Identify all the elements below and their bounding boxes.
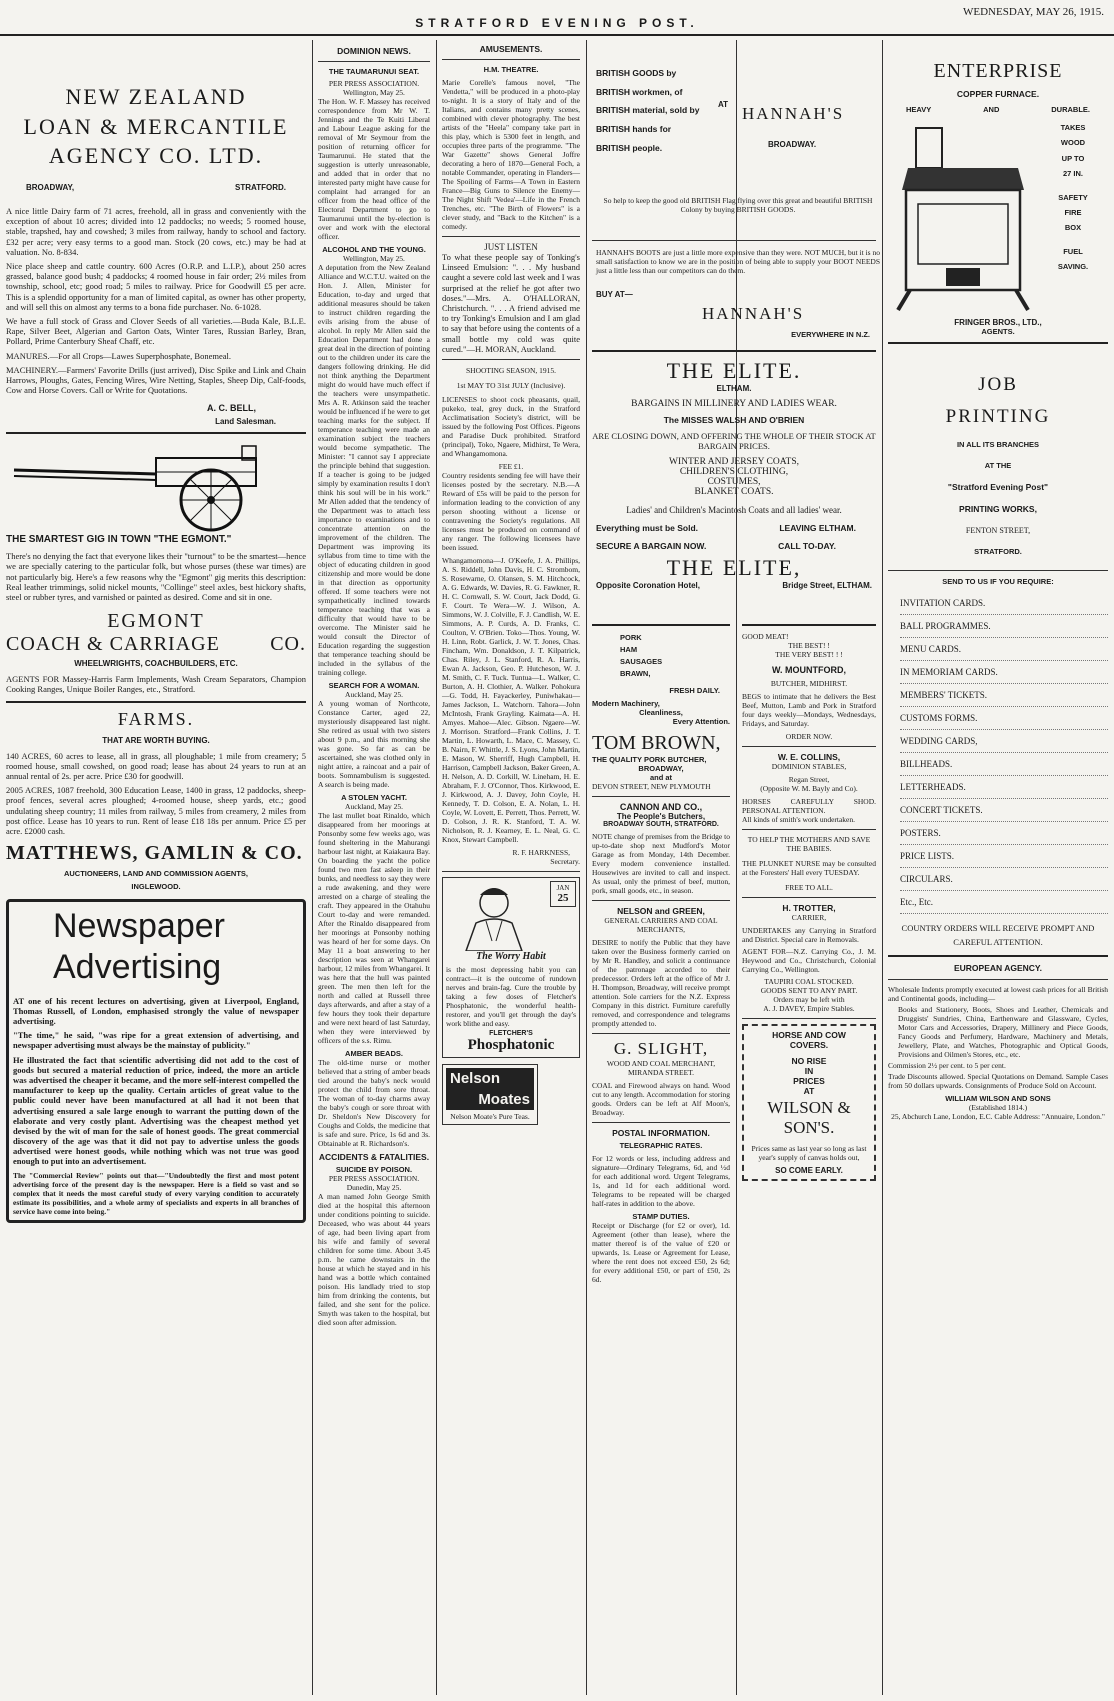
job-printing-ad: [888, 374, 1108, 949]
column-3: [436, 40, 586, 1695]
stamp-title: STAMP DUTIES.: [632, 1212, 690, 1221]
wilson-body: Prices same as last year so long as last year's supply of canvas holds out,: [751, 1144, 867, 1162]
elite-call: CALL TO-DAY.: [778, 541, 836, 551]
nz-loan-title-3: AGENCY CO. LTD.: [48, 143, 264, 169]
job-paper: "Stratford Evening Post": [947, 482, 1049, 492]
hannahs-boots: HANNAH'S BOOTS are just a little more expensive than they were. NOT MUCH, but it is no small satisfaction to know we are in the position of being able to supply your BOOT NEEDS just a little less than our competitors can do them.: [596, 248, 880, 275]
job-item-14: Etc., Etc.: [900, 891, 1108, 914]
elite-ad: [592, 358, 876, 590]
worry-habit-ad: [442, 877, 580, 1058]
nelson-line: Nelson Moate's Pure Teas.: [450, 1111, 530, 1121]
mountford-body: BEGS to intimate that he delivers the Best Beef, Mutton, Lamb and Pork in Stratford four days weekly—Mondays, Wednesdays, Fridays, and Saturday.: [742, 692, 876, 728]
trotter-ad: [742, 903, 876, 1013]
job-send: SEND TO US IF YOU REQUIRE:: [942, 577, 1054, 586]
newspaper-advertising-ad: [6, 899, 306, 1223]
shoot-fee-body: Country residents sending fee will have their licenses posted by the secretary. N.B.—A Reward of £5s will be paid to the person for information leading to the conviction of any person shooting without a license or contravening the Society's regulations. All licenses must be produced on command of any ranger. The following licensees have been issued.: [442, 470, 580, 552]
nz-loan-ad: [6, 44, 306, 426]
hannahs-left-4: BRITISH hands for: [596, 124, 672, 135]
trotter-davey: A. J. DAVEY, Empire Stables.: [763, 1004, 855, 1013]
elite-loc: ELTHAM.: [716, 384, 752, 393]
shoot-licensees: Whangamomona—J. O'Keefe, J. A. Phillips, A. S. Riddell, John Davis, H. C. Strombom, S. Rosewarne, O. Olansen, S. M. Hitchcock, A. G. Edwards, W. Davies, R. G. Fawkner, R. H. C. Cornwall, S. W. Court, Jack Dodd, G. F. Court. Te Wera—W. J. Wilson, A. Simmons, W. J. Colville, F. J. Candlish, W. E. Simmons, A. P. Curds, A. D. Franks, C. Coulton, V. O'Brien. Toko—Thos. Young, W. H. Linn, Robt. Garlick, J. W. T. Jones, Chas. Fincham, Wm. Donaldson, J. T. Kilpatrick, Chas. Riley, J. L. Stanford, R. A. Harris, Ewan A. Jackson, Geo. P. Hutcheson, W. J. M. Smith, C. F. Tuck. Tuntua—L. Walker, C. Burton, A. H. Clothier, A. Walker. Pohokura—G. Todd, H. Fayackerley, Puniwhakau—James Jackson, L. Watchorn. Tahora—John McIntosh, Frank Grayling. Kaimata—A. H. Amyes. Mahoe—Alec. Gibson. Ngaere—W. J. Morrison. Stratford—Frank Collins, J. T. Martin, L. Howarth, L. Mace, C. Massey, C. B. Nairn, F. Whittle, J. S. Lyons, John Martin, E. Mason, W. Sherriff, Hugh Campbell, H. Harrison, Campbell Jackson, Baker Green, A. H. Nelson, A. D. Corkill, W. Lineham, H. E. Abraham, F. J. O'Connor, Thos. Kirkwood, E. J. Kirkwood, A. J. Davey, John Coyle, H. Kennedy, T. D. Colson, E. A. Nolan, L. H. Coyle, W. Lovett, E. Perrett, Thos. Perrett, W. D. Colson, J. R. K. Stanford, T. A. W. Nicholson, R. J. Kearney, E. L. Neal, G. C. Knox, Stewart Campbell.: [442, 555, 581, 844]
tom-brown-loc-3: DEVON STREET, NEW PLYMOUTH: [592, 782, 711, 791]
calendar-icon: [550, 881, 576, 907]
taumarunui-body: The Hon. W. F. Massey has received correspondence from Mr W. T. Jennings and the Te Kuiti Liberal and Labour League asking for the removal of Mr Seymour from the position of returning officer for Taumarunui. He stated that the suggestion is utterly unreasonable, and added that in order that no interested party might have cause for complaint had arranged for an officer from the head office of the Electoral Department to go to Taumarunui until the by-election is over and work with the electoral officer.: [318, 97, 430, 241]
ad-title-2: Advertising: [53, 947, 222, 986]
amber-body: The old-time nurse or mother believed that a string of amber beads tied around the baby's neck would protect the child from sore throat. The woman of to-day charms away the baby's cough or sore throat with Dr. Sheldon's New Discovery for Coughs and Colds, the medicine that is safe and sure. Price, 1s 6d and 3s. Obtainable at R. Richardson's.: [318, 1058, 430, 1148]
farm-listing-2: 2005 ACRES, 1087 freehold, 300 Education Lease, 1400 in grass, 12 paddocks, sheep-proof fences, several acres ploughed; 4-roomed house, sheep yards, etc.; good undulating sheep country; 11 miles from railway, 5 miles from creamery, 2 miles from post office. Lease has 10 years to run. Rent of lease £18 18s per annum. Price £5 per acre. £2000 cash.: [6, 785, 306, 836]
collins-street: Regan Street,: [788, 775, 830, 784]
enterprise-side-1: TAKES: [1060, 123, 1086, 132]
hannahs-name: HANNAH'S: [742, 104, 845, 123]
job-item-3: MENU CARDS.: [900, 638, 1108, 661]
hannahs-ad: [592, 44, 880, 304]
enterprise-side-4: 27 IN.: [1062, 169, 1083, 179]
farms-agent: MATTHEWS, GAMLIN & CO.: [6, 842, 303, 865]
nelson-green-sub: GENERAL CARRIERS AND COAL MERCHANTS,: [604, 916, 718, 934]
plunket-body: THE PLUNKET NURSE may be consulted at the Foresters' Hall every TUESDAY.: [742, 859, 876, 877]
nz-loan-signature: A. C. BELL,: [207, 403, 256, 414]
job-street: FENTON STREET,: [965, 526, 1031, 535]
theatre-head: H.M. THEATRE.: [483, 65, 539, 74]
masthead: [0, 0, 1114, 36]
hannahs-name-2: HANNAH'S: [702, 304, 805, 323]
elite-leaving: LEAVING ELTHAM.: [779, 523, 856, 533]
shoot-sig: R. F. HARKNESS,: [512, 847, 570, 857]
elite-bargains: BARGAINS IN MILLINERY AND LADIES WEAR.: [631, 399, 837, 409]
collins-opp: (Opposite W. M. Bayly and Co).: [760, 784, 858, 793]
nelson-moates-ad: [442, 1064, 538, 1125]
wilson-r1: NO RISE: [791, 1056, 827, 1066]
nelson-green-ad: [592, 906, 730, 1028]
job-branches: IN ALL ITS BRANCHES: [956, 440, 1040, 449]
calendar-month: JAN: [556, 883, 570, 892]
slight-body: COAL and Firewood always on hand. Wood cut to any length. Accommodation for storing goods. Orders can be left at Alf Moon's, Broadway.: [592, 1081, 730, 1117]
elite-mac: Ladies' and Children's Macintosh Coats and all ladies' wear.: [626, 505, 842, 515]
nz-loan-title-1: NEW ZEALAND: [65, 84, 247, 109]
elite-line-1: WINTER AND JERSEY COATS,: [668, 457, 799, 467]
enterprise-durable: DURABLE.: [1051, 105, 1090, 114]
job-country: COUNTRY ORDERS WILL RECEIVE PROMPT AND CAREFUL ATTENTION.: [901, 923, 1095, 947]
job-town: STRATFORD.: [974, 547, 1022, 556]
worry-maker: FLETCHER'S: [489, 1029, 533, 1037]
column-4-lower: [586, 620, 736, 1695]
nz-loan-signature-title: Land Salesman.: [215, 417, 276, 427]
gig-illustration: [6, 440, 306, 532]
tom-brown-ad: [592, 632, 730, 791]
collins-smith: All kinds of smith's work undertaken.: [742, 815, 856, 824]
wilson-early: SO COME EARLY.: [775, 1166, 843, 1175]
wilson-ad: [742, 1024, 876, 1181]
nz-loan-para-2: Nice place sheep and cattle country. 600 Acres (O.R.P. and L.I.P.), about 250 acres grassed, balance good bush; 4 paddocks; 4 roomed house in fair order; 2½ miles from township, school, etc; good road; 5 miles to railway. Price for Goodwill £5 per acre. This is a splendid opportunity for a man of limited capital, as owner has other property, and will sell this on almost any terms to a bona fide purchaser. No. 6-1028.: [6, 261, 306, 312]
trotter-orders: Orders may be left with: [773, 995, 845, 1004]
elite-bridge: Bridge Street, ELTHAM.: [782, 581, 872, 590]
european-agency-ad: [888, 963, 1108, 1121]
worried-man-illustration: [446, 881, 546, 951]
amber-head: AMBER BEADS.: [345, 1049, 403, 1058]
alcohol-dateline: Wellington, May 25.: [343, 254, 405, 263]
taumarunui-dateline: Wellington, May 25.: [343, 88, 405, 97]
tom-brown-loc-1: BROADWAY,: [638, 764, 684, 773]
column-1: [0, 40, 312, 1695]
farms-agent-sub: AUCTIONEERS, LAND AND COMMISSION AGENTS,: [63, 869, 249, 879]
hannahs-left-2: BRITISH workmen, of: [596, 86, 683, 97]
trotter-agent: AGENT FOR—N.Z. Carrying Co., J. M. Heywood and Co., Christchurch, Colonial Carrying Co., Wellington.: [742, 947, 876, 974]
egmont-body: There's no denying the fact that everyone likes their "turnout" to be the smartest—hence we are specially catering to the particular folk, but whose purses (these war times) are not particularly big. Here's a few reasons why the "Egmont" gig merits this description: Real leather trimmings, solid nickel mounts, "Collinge" steel axles, best hickory shafts, steel or rubber tyres, and varnished or painted as desired. Come and sit in one.: [6, 551, 306, 602]
job-item-9: LETTERHEADS.: [900, 776, 1108, 799]
job-item-13: CIRCULARS.: [900, 868, 1108, 891]
plunket-ad: [742, 835, 876, 892]
hannahs-left-5: BRITISH people.: [596, 142, 663, 153]
nz-loan-para-5: MACHINERY.—Farmers' Favorite Drills (just arrived), Disc Spike and Link and Chain Harrows, Ploughs, Gates, Fencing Wires, Wire Netting, Staples, Sheep Dip, Calf-foods, Cow and Horse Covers. Call or Write for Quotations.: [6, 364, 306, 396]
enterprise-side-7: BOX: [1064, 223, 1082, 233]
wilson-name-2: SON'S.: [783, 1118, 835, 1137]
alcohol-body: A deputation from the New Zealand Alliance and W.C.T.U. waited on the Hon. J. Allen, Minister for Education, to-day and urged that additional measures should be taken to instruct children regarding the evils arising from the abuse of alcohol. In reply Mr Allen said the Education Department had done a great deal in the direction of pointing out to the children under its care the dangers following drinking. He did not think anything the Department might do would have much effect if the teachers were unsympathetic. Mrs A. R. Atkinson said the teacher would be influenced if he were to get teaching marks for the subject. If temperance teaching were made an examination subject the teachers would become sympathetic. The Minister: "I cannot say I appreciate the principle behind that suggestion. If a teacher is going to be judged simply by examination results I don't think his soul will be in his work." Mr Allen added that the tendency of the Department was to attach less importance to examinations and to concentrate attention on the improvement of the children. The Department was improving its syllabus from time to time with the object of educating children in good citizenship and more would be done in that direction as opportunity offered. If some teachers were not sympathetically inclined towards temperance teaching that was a difficulty that would have to be overcome. The Minister said he would consult the Director of Education regarding the suggestion that temperance teaching should be included in the syllabus of the training college.: [318, 263, 430, 677]
tom-brown-item-4: BRAWN,: [620, 669, 651, 678]
hannahs-buy: BUY AT—: [596, 290, 633, 299]
hannahs-at: AT: [718, 100, 729, 109]
mountford-name: W. MOUNTFORD,: [772, 665, 846, 675]
elite-closing: ARE CLOSING DOWN, AND OFFERING THE WHOLE OF THEIR STOCK AT BARGAIN PRICES.: [592, 431, 876, 451]
suicide-body: A man named John George Smith died at the hospital this afternoon under conditions pointing to suicide. Deceased, who was about 44 years of age, had been living apart from his wife and family of several children for some time. About 3.45 p.m. he came downstairs in the house at which he stayed and in his hand was a bottle which contained poison. His landlady tried to stop him from drinking the contents, but failed, and she sent for the police. Smyth was taken to the hospital, but died soon after admission.: [318, 1192, 430, 1327]
european-commission: Commission 2½ per cent. to 5 per cent.: [888, 1061, 1006, 1071]
collins-body: HORSES CAREFULLY SHOD. PERSONAL ATTENTION.: [742, 797, 876, 815]
job-item-6: CUSTOMS FORMS.: [900, 707, 1108, 730]
tom-brown-trade: THE QUALITY PORK BUTCHER,: [592, 755, 707, 764]
cannon-name: CANNON AND CO.,: [619, 802, 703, 812]
mountford-good: GOOD MEAT!: [742, 632, 789, 641]
trotter-coal: TAUPIRI COAL STOCKED.: [764, 977, 854, 986]
phosphatonic-brand: Phosphatonic: [467, 1036, 555, 1053]
ad-para-1: AT one of his recent lectures on advertising, given at Liverpool, England, Thomas Russell, of London, emphasised strongly the value of newspaper advertising.: [13, 995, 299, 1027]
job-title-2: PRINTING: [945, 406, 1051, 427]
yacht-body: The last mullet boat Rinaldo, which disappeared from her moorings at Ponsonby some few weeks ago, was found sheltering in the Mahurangi harbour last night, at Kaiakaura Bay. On boarding the yacht the police found two men fast asleep in their bunks, and needless to say they were a rude awakening, and they were arrested on a charge of stealing the craft. They appeared in the Otahuhu Court to-day and were remanded. After the Rinaldo disappeared from her moorings at Ponsonby nothing was heard of her for some days. On May 11 a boat answering to her description was seen at Whangarei harbour, 12 miles from Whangarei. It was here that the hull was painted green. The men then left for the north and called at Russell three days afterwards, and after a stay of a few hours they took their departure and were next heard of last Saturday, when they were interviewed by officers of the s.s. Rimu.: [318, 811, 430, 1045]
wilson-r2: IN: [804, 1066, 814, 1076]
farms-title: FARMS.: [117, 708, 195, 729]
worry-body: is the most depressing habit you can contract—it is the outcome of rundown nerves and brain-fag. Cure the trouble by taking a few doses of Fletcher's Phosphatonic, the wonderful health-restorer, and you'll get through the day's work blithe and easy.: [446, 964, 576, 1028]
tom-brown-item-2: HAM: [620, 645, 638, 654]
enterprise-side-8: FUEL: [1063, 246, 1083, 256]
job-item-1: INVITATION CARDS.: [900, 592, 1108, 615]
taumarunui-byline: PER PRESS ASSOCIATION.: [328, 79, 420, 88]
enterprise-and: AND: [983, 105, 1000, 114]
wilson-name-1: WILSON &: [767, 1098, 851, 1117]
column-2: [312, 40, 436, 1695]
search-body: A young woman of Northcote, Constance Carter, aged 22, mysteriously disappeared last night. She retired as usual with two sisters about 9 p.m., and this morning she was gone. So far as can be ascertained, she was clothed only in night attire, a raincoat and a pair of boots. Somnambulism is suggested. A search is being made.: [318, 699, 430, 789]
job-item-10: CONCERT TICKETS.: [900, 799, 1108, 822]
plunket-head: TO HELP THE MOTHERS AND SAVE THE BABIES.: [747, 835, 871, 853]
trotter-goods: GOODS SENT TO ANY PART.: [760, 986, 858, 995]
slight-sub: WOOD AND COAL MERCHANT,: [606, 1059, 716, 1068]
tom-brown-item-3: SAUSAGES: [620, 657, 663, 666]
theatre-body: Marie Corelle's famous novel, "The Vendetta," will be produced in a photo-play to-night. It is a story of Italy and of the Italians, and contains many pretty scenes, combined with clever photography. The best artists of the "Heela" company take part in this play, which is 5300 feet in length, and occupies three parts of the programme. "The War Gazette" shows General Joffre decorating a hero of 1870—General Foch, a notable Commander, operating in Flanders—The Spoiling of Farms—A Town in Eastern France—Big Guns to Silence the Enemy—The Night Shift 'Vedea'—Life in the French Trenches, etc. "The Birth of Flowers" is a clever study, and "Back to the Kitchen" is a comedy.: [442, 78, 580, 231]
farms-ad: [6, 709, 306, 892]
job-item-12: PRICE LISTS.: [900, 845, 1108, 868]
nelson-green-body: DESIRE to notify the Public that they have taken over the Business formerly carried on by Mr R. Handley, and solicit a continuance of the patronage accorded to their predecessor. Orders left at the office of Mr J. H. Thompson, Broadway, will receive prompt attention. Sole carriers for the N.Z. Express Company in this district. Furniture carefully removed, and correspondence and telegrams promptly attended to.: [592, 938, 730, 1028]
european-list: Books and Stationery, Boots, Shoes and Leather, Chemicals and Druggists' Sundries, China, Earthenware and Glassware, Cycles, Motor Cars and Accessories, Drapery, Millinery and Piece Goods, Fancy Goods and Perfumery, Hardware, Machinery and Metals, Jewellery, Plate, and Watches, Photographic and Optical Goods, Provisions and Oilmen's Stores, etc., etc.: [898, 1005, 1108, 1060]
tom-brown-fresh: FRESH DAILY.: [669, 686, 720, 695]
european-est: (Established 1814.): [968, 1103, 1028, 1113]
postal-body: For 12 words or less, including address and signature—Ordinary Telegrams, 6d, and ½d for each additional word. Urgent Telegrams, 1s, and 1d for each additional word. Telegrams to be repeated will be charged half-rates in addition to the above.: [592, 1154, 730, 1208]
shoot-fee: FEE £1.: [498, 461, 524, 471]
enterprise-ad: [888, 60, 1108, 336]
suicide-dateline: Dunedin, May 25.: [346, 1183, 402, 1192]
european-title: EUROPEAN AGENCY.: [953, 963, 1042, 974]
column-5-lower: [736, 620, 882, 1695]
job-works: PRINTING WORKS,: [959, 504, 1037, 514]
copper-furnace-illustration: [888, 120, 1038, 316]
listen-body: To what these people say of Tonking's Linseed Emulsion: ". . . My husband caught a severe cold last week and I was surprised at the relief he got after two doses."—Mrs. A. O'HALLORAN, Christchurch. ". . . A friend advised me to try Tonking's Emulsion and I am glad to say that before using the contents of a small bottle my cold was quite cured."—H. MORAN, Auckland.: [442, 252, 580, 354]
mountford-trade: BUTCHER, MIDHIRST.: [770, 679, 848, 688]
nelson-brand-1: Nelson: [446, 1068, 534, 1089]
dominion-title: DOMINION NEWS.: [337, 46, 411, 56]
nz-loan-left-loc: BROADWAY,: [26, 183, 75, 193]
postal-title: POSTAL INFORMATION.: [612, 1128, 710, 1138]
tom-brown-attn: Every Attention.: [672, 717, 730, 726]
accidents-head: ACCIDENTS & FATALITIES.: [318, 1152, 430, 1162]
stamp-body: Receipt or Discharge (for £2 or over), 1d. Agreement (other than lease), where the matter thereof is of the value of £20 or upwards, 1s. Lease or Agreement for Lease, where the rent does not exceed £50, 2s 6d; for every additional £50, or part of £50, 2s 6d.: [592, 1221, 730, 1284]
nelson-green-name: NELSON and GREEN,: [617, 906, 705, 916]
tom-brown-name: TOM BROWN,: [592, 732, 721, 754]
european-trade: Trade Discounts allowed. Special Quotations on Demand. Sample Cases from 50 dollars upwards. Consignments of Produce Sold on Account.: [888, 1072, 1108, 1091]
column-6: [882, 40, 1114, 1695]
ad-para-2: "The time," he said, "was ripe for a great extension of advertising, and newspaper advertising must always be the mainstay of publicity.": [13, 1030, 299, 1051]
egmont-name-1: EGMONT: [107, 610, 205, 633]
mountford-very: THE VERY BEST! ! !: [775, 650, 843, 659]
ad-title-1: Newspaper: [53, 907, 225, 946]
nz-loan-right-loc: STRATFORD.: [235, 183, 286, 193]
cannon-loc: BROADWAY SOUTH, STRATFORD.: [603, 821, 719, 828]
listen-title: JUST LISTEN: [484, 242, 538, 252]
job-at: AT THE: [984, 461, 1012, 470]
shoot-body: LICENSES to shoot cock pheasants, quail, pukeko, teal, grey duck, in the Stratford Acclimatisation Society's district, will be issued by the following Post Offices. Pigeons and Paradise Duck prohibited. Stratford (principal), Toko, Ngaere, Midhirst, Te Wera, and Whangamomona.: [442, 394, 580, 458]
tom-brown-item-1: PORK: [620, 633, 642, 642]
elite-line-3: COSTUMES,: [707, 477, 761, 487]
job-title-1: JOB: [978, 374, 1018, 395]
job-item-11: POSTERS.: [900, 822, 1108, 845]
gig-caption: THE SMARTEST GIG IN TOWN "THE EGMONT.": [6, 534, 232, 546]
nz-loan-para-1: A nice little Dairy farm of 71 acres, freehold, all in grass and conveniently with the exception of about 10 acres; divided into 12 paddocks; no weeds; 5 roomed house, stable, trapshed, hay and cowshed; 3 miles from railway, handy to school and factory. £32 per acre; very easy terms to a good man. Stock (20 cows, etc.) may be had at valuation. No. 8-834.: [6, 206, 306, 257]
hannahs-left-3: BRITISH material, sold by: [596, 105, 700, 116]
job-item-8: BILLHEADS.: [900, 753, 1108, 776]
hannahs-loc: BROADWAY.: [768, 140, 817, 149]
suicide-head: SUICIDE BY POISON.: [335, 1165, 413, 1174]
wilson-r4: AT: [803, 1086, 815, 1096]
enterprise-side-3: UP TO: [1061, 153, 1085, 163]
trotter-name: H. TROTTER,: [782, 903, 836, 913]
nz-loan-title-2: LOAN & MERCANTILE: [23, 113, 289, 139]
yacht-head: A STOLEN YACHT.: [341, 793, 407, 802]
elite-title: THE ELITE.: [666, 358, 802, 383]
collins-sub: DOMINION STABLES,: [771, 762, 847, 771]
elite-line-4: BLANKET COATS.: [694, 487, 774, 497]
newspaper-title: STRATFORD EVENING POST.: [415, 16, 699, 30]
slight-ad: [592, 1039, 730, 1117]
enterprise-sub: COPPER FURNACE.: [956, 89, 1040, 99]
egmont-ad: [6, 440, 306, 694]
enterprise-heavy: HEAVY: [906, 105, 932, 114]
collins-name: W. E. COLLINS,: [777, 752, 841, 762]
farms-agent-loc: INGLEWOOD.: [131, 882, 181, 892]
worry-title: The Worry Habit: [476, 950, 546, 962]
european-firm: WILLIAM WILSON AND SONS: [945, 1094, 1051, 1104]
job-item-7: WEDDING CARDS,: [900, 730, 1108, 753]
farms-subtitle: THAT ARE WORTH BUYING.: [102, 735, 210, 745]
elite-title-2: THE ELITE,: [666, 555, 802, 580]
elite-sold: Everything must be Sold.: [596, 523, 699, 533]
ad-para-3: He illustrated the fact that scientific advertising did not add to the cost of goods but secured a material reduction of price, indeed, the more an article was advertised the cheaper it became, and the more self-interest compelled the manufacturer to keep up the quality. Certain articles of great value to the public could never have been manufactured at all had it not been that advertising ensured a sale large enough to warrant the putting down of the elaborate and very costly plant. Advertising was the cheapest method yet devised by the wit of man for the sale of honest goods. The great commercial discovery of the age was that it did not pay to advertise unless the goods advertised were honest goods, while nothing which was not true was good enough to put into an advertisement.: [13, 1054, 299, 1167]
enterprise-side-6: FIRE: [1064, 207, 1082, 217]
egmont-name-2a: COACH & CARRIAGE: [6, 633, 220, 656]
plunket-free: FREE TO ALL.: [785, 883, 833, 892]
job-item-4: IN MEMORIAM CARDS.: [900, 661, 1108, 684]
ad-para-4: The "Commercial Review" points out that—"Undoubtedly the first and most potent advertising force of the present day is the newspaper. Here is a field so vast and so complex that it needs the most careful study of every varying condition to accurately estimate its possibilities, and a whole army of specialists and experts in all branches of service have come into being.": [13, 1170, 299, 1216]
enterprise-agents: AGENTS.: [981, 327, 1015, 336]
wilson-h1: HORSE AND COW: [772, 1030, 846, 1040]
mountford-order: ORDER NOW.: [785, 732, 833, 741]
wilson-r3: PRICES: [793, 1076, 825, 1086]
tom-brown-loc-2: and at: [649, 773, 673, 782]
egmont-trade: WHEELWRIGHTS, COACHBUILDERS, ETC.: [74, 659, 238, 669]
hannahs-left-1: BRITISH GOODS by: [596, 68, 677, 78]
suicide-byline: PER PRESS ASSOCIATION.: [328, 1174, 420, 1183]
slight-name: G. SLIGHT,: [613, 1039, 709, 1058]
alcohol-head: ALCOHOL AND THE YOUNG.: [322, 245, 426, 254]
enterprise-side-5: SAFETY: [1058, 192, 1088, 202]
collins-ad: [742, 752, 876, 824]
shoot-title: SHOOTING SEASON, 1915.: [465, 365, 556, 375]
mountford-ad: [742, 632, 876, 741]
elite-opp: Opposite Coronation Hotel,: [596, 581, 700, 590]
yacht-dateline: Auckland, May 25.: [345, 802, 403, 811]
postal-info: [592, 1128, 730, 1284]
amusements-title: AMUSEMENTS.: [479, 44, 543, 54]
nz-loan-para-3: We have a full stock of Grass and Clover Seeds of all varieties.—Buda Kale, B.L.E. Rape, Silver Beet, Algerian and Garton Oats, Winter Tares, Russian Barley, Bran, Pollard, Prime Canterbury Sheaf Chaff, etc.: [6, 315, 306, 347]
calendar-day: 25: [557, 891, 569, 904]
mountford-best: THE BEST! !: [788, 641, 830, 650]
enterprise-side-9: SAVING.: [1057, 262, 1089, 271]
hannahs-everywhere: EVERYWHERE IN N.Z.: [791, 330, 870, 339]
farm-listing-1: 140 ACRES, 60 acres to lease, all in grass, all ploughable; 1 mile from creamery; 5 roomed house, small cowshed, on good road; lease has about 24 years to run at an annual rental of 2s. per acre. Price £30 for goodwill.: [6, 750, 306, 781]
postal-sub: TELEGRAPHIC RATES.: [619, 1141, 703, 1150]
european-body: Wholesale Indents promptly executed at lowest cash prices for all British and Continental goods, including—: [888, 985, 1108, 1004]
elite-misses: The MISSES WALSH AND O'BRIEN: [663, 415, 805, 425]
slight-loc: MIRANDA STREET.: [627, 1068, 695, 1077]
cannon-ad: [592, 802, 730, 895]
tom-brown-modern: Modern Machinery,: [592, 699, 660, 708]
job-item-5: MEMBERS' TICKETS.: [900, 684, 1108, 707]
egmont-name-2b: CO.: [270, 633, 306, 656]
search-dateline: Auckland, May 25.: [345, 690, 403, 699]
trotter-trade: CARRIER,: [791, 913, 827, 922]
shoot-sig-title: Secretary.: [550, 856, 580, 866]
search-head: SEARCH FOR A WOMAN.: [328, 681, 420, 690]
european-addr: 25, Abchurch Lane, London, E.C. Cable Address: "Annuaire, London.": [891, 1112, 1105, 1122]
job-item-2: BALL PROGRAMMES.: [900, 615, 1108, 638]
tom-brown-clean: Cleanliness,: [639, 708, 683, 717]
egmont-agents: AGENTS FOR Massey-Harris Farm Implements, Wash Cream Separators, Champion Cooking Ranges, Unique Boiler Ranges, etc., Stratford.: [6, 674, 306, 695]
shoot-dates: 1st MAY TO 31st JULY (Inclusive).: [456, 380, 566, 390]
taumarunui-head: THE TAUMARUNUI SEAT.: [328, 67, 420, 76]
cannon-body: NOTE change of premises from the Bridge to up-to-date shop next Mudford's Motor Garage as from Monday, 14th December. Every modern convenience installed. Housewives are invited to call and inspect. As usual, only the primest of beef, mutton, pork, small goods, etc., in season.: [592, 832, 730, 895]
nz-loan-para-4: MANURES.—For all Crops—Lawes Superphosphate, Bonemeal.: [6, 350, 231, 361]
hannahs-help: So help to keep the good old BRITISH Flag flying over this great and beautiful BRITISH Colony by buying BRITISH GOODS.: [603, 196, 873, 214]
elite-line-2: CHILDREN'S CLOTHING,: [679, 467, 789, 477]
enterprise-title: ENTERPRISE: [933, 60, 1063, 82]
enterprise-side-2: WOOD: [1060, 138, 1086, 148]
elite-secure: SECURE A BARGAIN NOW.: [596, 541, 707, 551]
enterprise-makers: FRINGER BROS., LTD.,: [954, 318, 1042, 327]
nelson-brand-2: Moates: [446, 1089, 534, 1110]
cannon-sub: The People's Butchers,: [616, 812, 706, 821]
wilson-h2: COVERS.: [789, 1040, 829, 1050]
trotter-body: UNDERTAKES any Carrying in Stratford and District. Special care in Removals.: [742, 926, 876, 944]
issue-date: WEDNESDAY, MAY 26, 1915.: [963, 6, 1104, 18]
